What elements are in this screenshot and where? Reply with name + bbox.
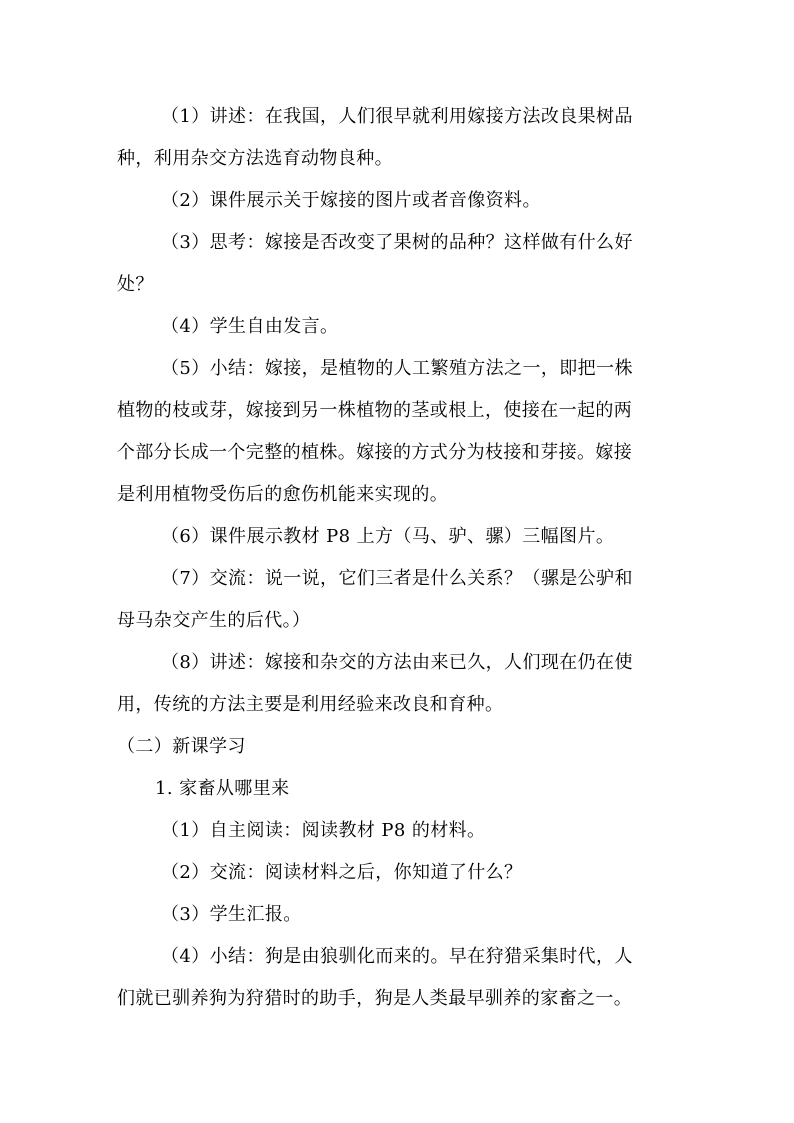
paragraph-line: （1）自主阅读：阅读教材 P8 的材料。 [161,820,486,841]
paragraph-line: （3）学生汇报。 [161,904,302,925]
paragraph-line: （8）讲述：嫁接和杂交的方法由来已久，人们现在仍在使 [161,652,633,673]
paragraph-line: （4）小结：狗是由狼驯化而来的。早在狩猎采集时代，人 [161,946,633,967]
paragraph-line: 处？ [117,274,154,295]
paragraph-line: （7）交流：说一说，它们三者是什么关系？（骡是公驴和 [161,568,633,589]
paragraph-line: 个部分长成一个完整的植株。嫁接的方式分为枝接和芽接。嫁接 [117,442,633,463]
paragraph-line: （1）讲述：在我国，人们很早就利用嫁接方法改良果树品 [161,106,633,127]
paragraph-line: （4）学生自由发言。 [161,316,339,337]
paragraph-line: 母马杂交产生的后代。） [117,610,311,631]
paragraph-line: 植物的枝或芽，嫁接到另一株植物的茎或根上，使接在一起的两 [117,400,633,421]
paragraph-line: 们就已驯养狗为狩猎时的助手，狗是人类最早驯养的家畜之一。 [117,988,633,1009]
paragraph-line: （2）交流：阅读材料之后，你知道了什么？ [161,862,523,883]
paragraph-line: （6）课件展示教材 P8 上方（马、驴、骡）三幅图片。 [161,526,615,547]
paragraph-line: 用，传统的方法主要是利用经验来改良和育种。 [117,694,504,715]
subsection-heading: 1. 家畜从哪里来 [155,778,290,799]
paragraph-line: （3）思考：嫁接是否改变了果树的品种？这样做有什么好 [161,232,633,253]
section-heading: （二）新课学习 [117,736,246,757]
paragraph-line: 种，利用杂交方法选育动物良种。 [117,148,393,169]
paragraph-line: （2）课件展示关于嫁接的图片或者音像资料。 [161,190,541,211]
paragraph-line: （5）小结：嫁接，是植物的人工繁殖方法之一，即把一株 [161,358,633,379]
paragraph-line: 是利用植物受伤后的愈伤机能来实现的。 [117,484,449,505]
